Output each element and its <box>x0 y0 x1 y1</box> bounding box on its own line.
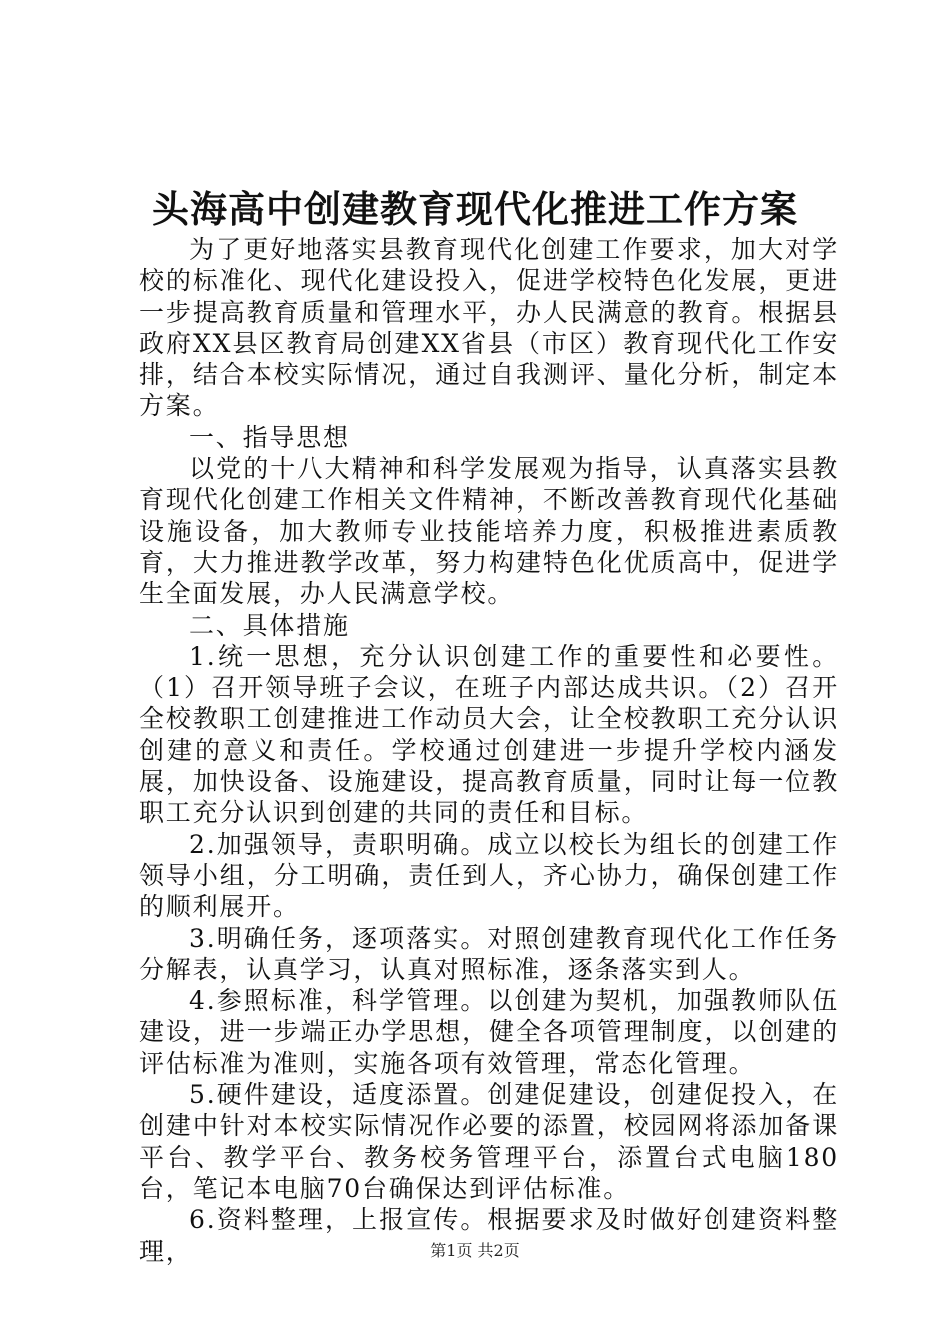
measure-5-paragraph: 5.硬件建设，适度添置。创建促建设，创建促投入，在创建中针对本校实际情况作必要的添置，校园网将添加备课平台、教学平台、教务校务管理平台，添置台式电脑180台，笔记本电脑70台确保达到评估标准。 <box>139 1080 839 1203</box>
section-heading-specific-measures: 二、具体措施 <box>189 610 350 640</box>
intro-paragraph: 为了更好地落实县教育现代化创建工作要求，加大对学校的标准化、现代化建设投入，促进学校特色化发展，更进一步提高教育质量和管理水平，办人民满意的教育。根据县政府XX县区教育局创建XX省县（市区）教育现代化工作安排，结合本校实际情况，通过自我测评、量化分析，制定本方案。 <box>139 235 839 421</box>
document-body <box>139 234 839 1267</box>
measure-4-paragraph: 4.参照标准，科学管理。以创建为契机，加强教师队伍建设，进一步端正办学思想，健全各项管理制度，以创建的评估标准为准则，实施各项有效管理，常态化管理。 <box>139 986 839 1078</box>
measure-1-paragraph: 1.统一思想，充分认识创建工作的重要性和必要性。（1）召开领导班子会议，在班子内部达成共识。（2）召开全校教职工创建推进工作动员大会，让全校教职工充分认识创建的意义和责任。学校通过创建进一步提升学校内涵发展，加快设备、设施建设，提高教育质量，同时让每一位教职工充分认识到创建的共同的责任和目标。 <box>139 641 839 828</box>
measure-2-paragraph: 2.加强领导，责职明确。成立以校长为组长的创建工作领导小组，分工明确，责任到人，齐心协力，确保创建工作的顺利展开。 <box>139 829 839 922</box>
page-number-footer: 第1页 共2页 <box>430 1241 520 1260</box>
measure-3-paragraph: 3.明确任务，逐项落实。对照创建教育现代化工作任务分解表，认真学习，认真对照标准，逐条落实到人。 <box>139 923 839 984</box>
document-title: 头海高中创建教育现代化推进工作方案 <box>152 187 798 231</box>
section-heading-guiding-ideology: 一、指导思想 <box>189 422 350 452</box>
guiding-ideology-paragraph: 以党的十八大精神和科学发展观为指导，认真落实县教育现代化创建工作相关文件精神，不断改善教育现代化基础设施设备，加大教师专业技能培养力度，积极推进素质教育，大力推进教学改革，努力构建特色化优质高中，促进学生全面发展，办人民满意学校。 <box>139 454 839 609</box>
measure-6-paragraph: 6.资料整理，上报宣传。根据要求及时做好创建资料整理， <box>139 1205 839 1266</box>
